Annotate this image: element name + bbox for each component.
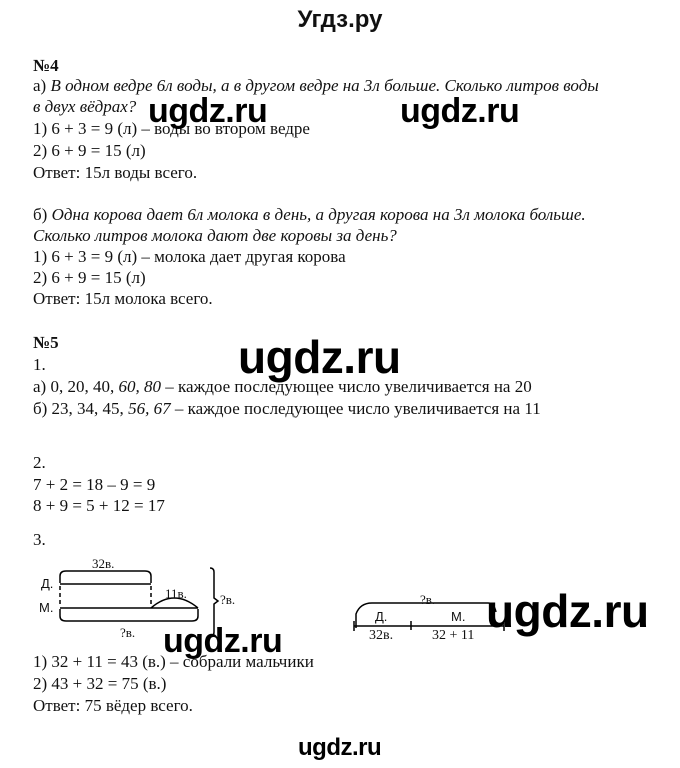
diagram2-seg2-label: М. xyxy=(451,609,466,624)
task4a-step1: 1) 6 + 3 = 9 (л) – воды во втором ведре xyxy=(33,119,310,138)
task5-sub2-line1: 7 + 2 = 18 – 9 = 9 xyxy=(33,475,156,494)
task4-number: №4 xyxy=(33,56,59,75)
task5-sub1-label: 1. xyxy=(33,355,46,374)
sub1-a-explanation: – каждое последующее число увеличивается на 20 xyxy=(160,377,532,396)
task4a-answer: Ответ: 15л воды всего. xyxy=(33,163,198,182)
task4a-question-line2: в двух вёдрах? xyxy=(33,97,137,116)
watermark: ugdz.ru xyxy=(163,622,283,660)
task5-sub3-step1: 1) 32 + 11 = 43 (в.) – собрали мальчики xyxy=(33,652,314,671)
watermark: ugdz.ru xyxy=(148,92,268,130)
sub1-a-prefix: а) 0, 20, 40, xyxy=(33,377,119,396)
task5-sub3-answer: Ответ: 75 вёдер всего. xyxy=(33,696,193,715)
task4b-step1: 1) 6 + 3 = 9 (л) – молока дает другая корова xyxy=(33,247,346,266)
diagram1-row2-label: М. xyxy=(39,600,54,615)
task4b-question-text: Одна корова дает 6л молока в день, а другая корова на 3л молока больше. xyxy=(51,205,586,224)
watermark: ugdz.ru xyxy=(400,92,520,130)
diagram1-total-label: ?в. xyxy=(220,592,236,607)
task4b-step2: 2) 6 + 9 = 15 (л) xyxy=(33,268,146,287)
task5-sub2-line2: 8 + 9 = 5 + 12 = 17 xyxy=(33,496,165,515)
task4b-prefix: б) xyxy=(33,205,52,224)
sub1-b-answer: 56, 67 xyxy=(128,399,171,418)
watermark: ugdz.ru xyxy=(486,585,649,637)
sub1-b-explanation: – каждое последующее число увеличивается на 11 xyxy=(170,399,541,418)
diagram2-seg1-label: Д. xyxy=(375,609,388,624)
task4a-question-text: В одном ведре 6л воды, а в другом ведре на 3л больше. Сколько литров воды xyxy=(50,76,599,95)
site-title: Угдз.ру xyxy=(297,6,383,33)
diagram1-bottom-label: ?в. xyxy=(120,625,136,640)
diagram1-row1-label: Д. xyxy=(41,576,54,591)
watermark: ugdz.ru xyxy=(238,331,401,383)
diagram1-top-label: 32в. xyxy=(92,556,115,571)
diagram2-seg1-value: 32в. xyxy=(369,628,394,643)
task5-sub3-label: 3. xyxy=(33,530,46,549)
sub1-a-answer: 60, 80 xyxy=(118,377,161,396)
diagram2-seg2-value: 32 + 11 xyxy=(432,628,475,643)
diagram2-top-label: ?в. xyxy=(420,592,436,607)
sub1-b-prefix: б) 23, 34, 45, xyxy=(33,399,129,418)
task4b-question-line2: Сколько литров молока дают две коровы за день? xyxy=(33,226,397,245)
diagram1-extra-label: 11в. xyxy=(165,586,187,601)
task4a-prefix: а) xyxy=(33,76,51,95)
task5-sub3-step2: 2) 43 + 32 = 75 (в.) xyxy=(33,674,167,693)
watermark: ugdz.ru xyxy=(298,734,382,761)
task4b-answer: Ответ: 15л молока всего. xyxy=(33,289,213,308)
task4a-step2: 2) 6 + 9 = 15 (л) xyxy=(33,141,146,160)
task5-number: №5 xyxy=(33,333,59,352)
task5-sub2-label: 2. xyxy=(33,453,46,472)
